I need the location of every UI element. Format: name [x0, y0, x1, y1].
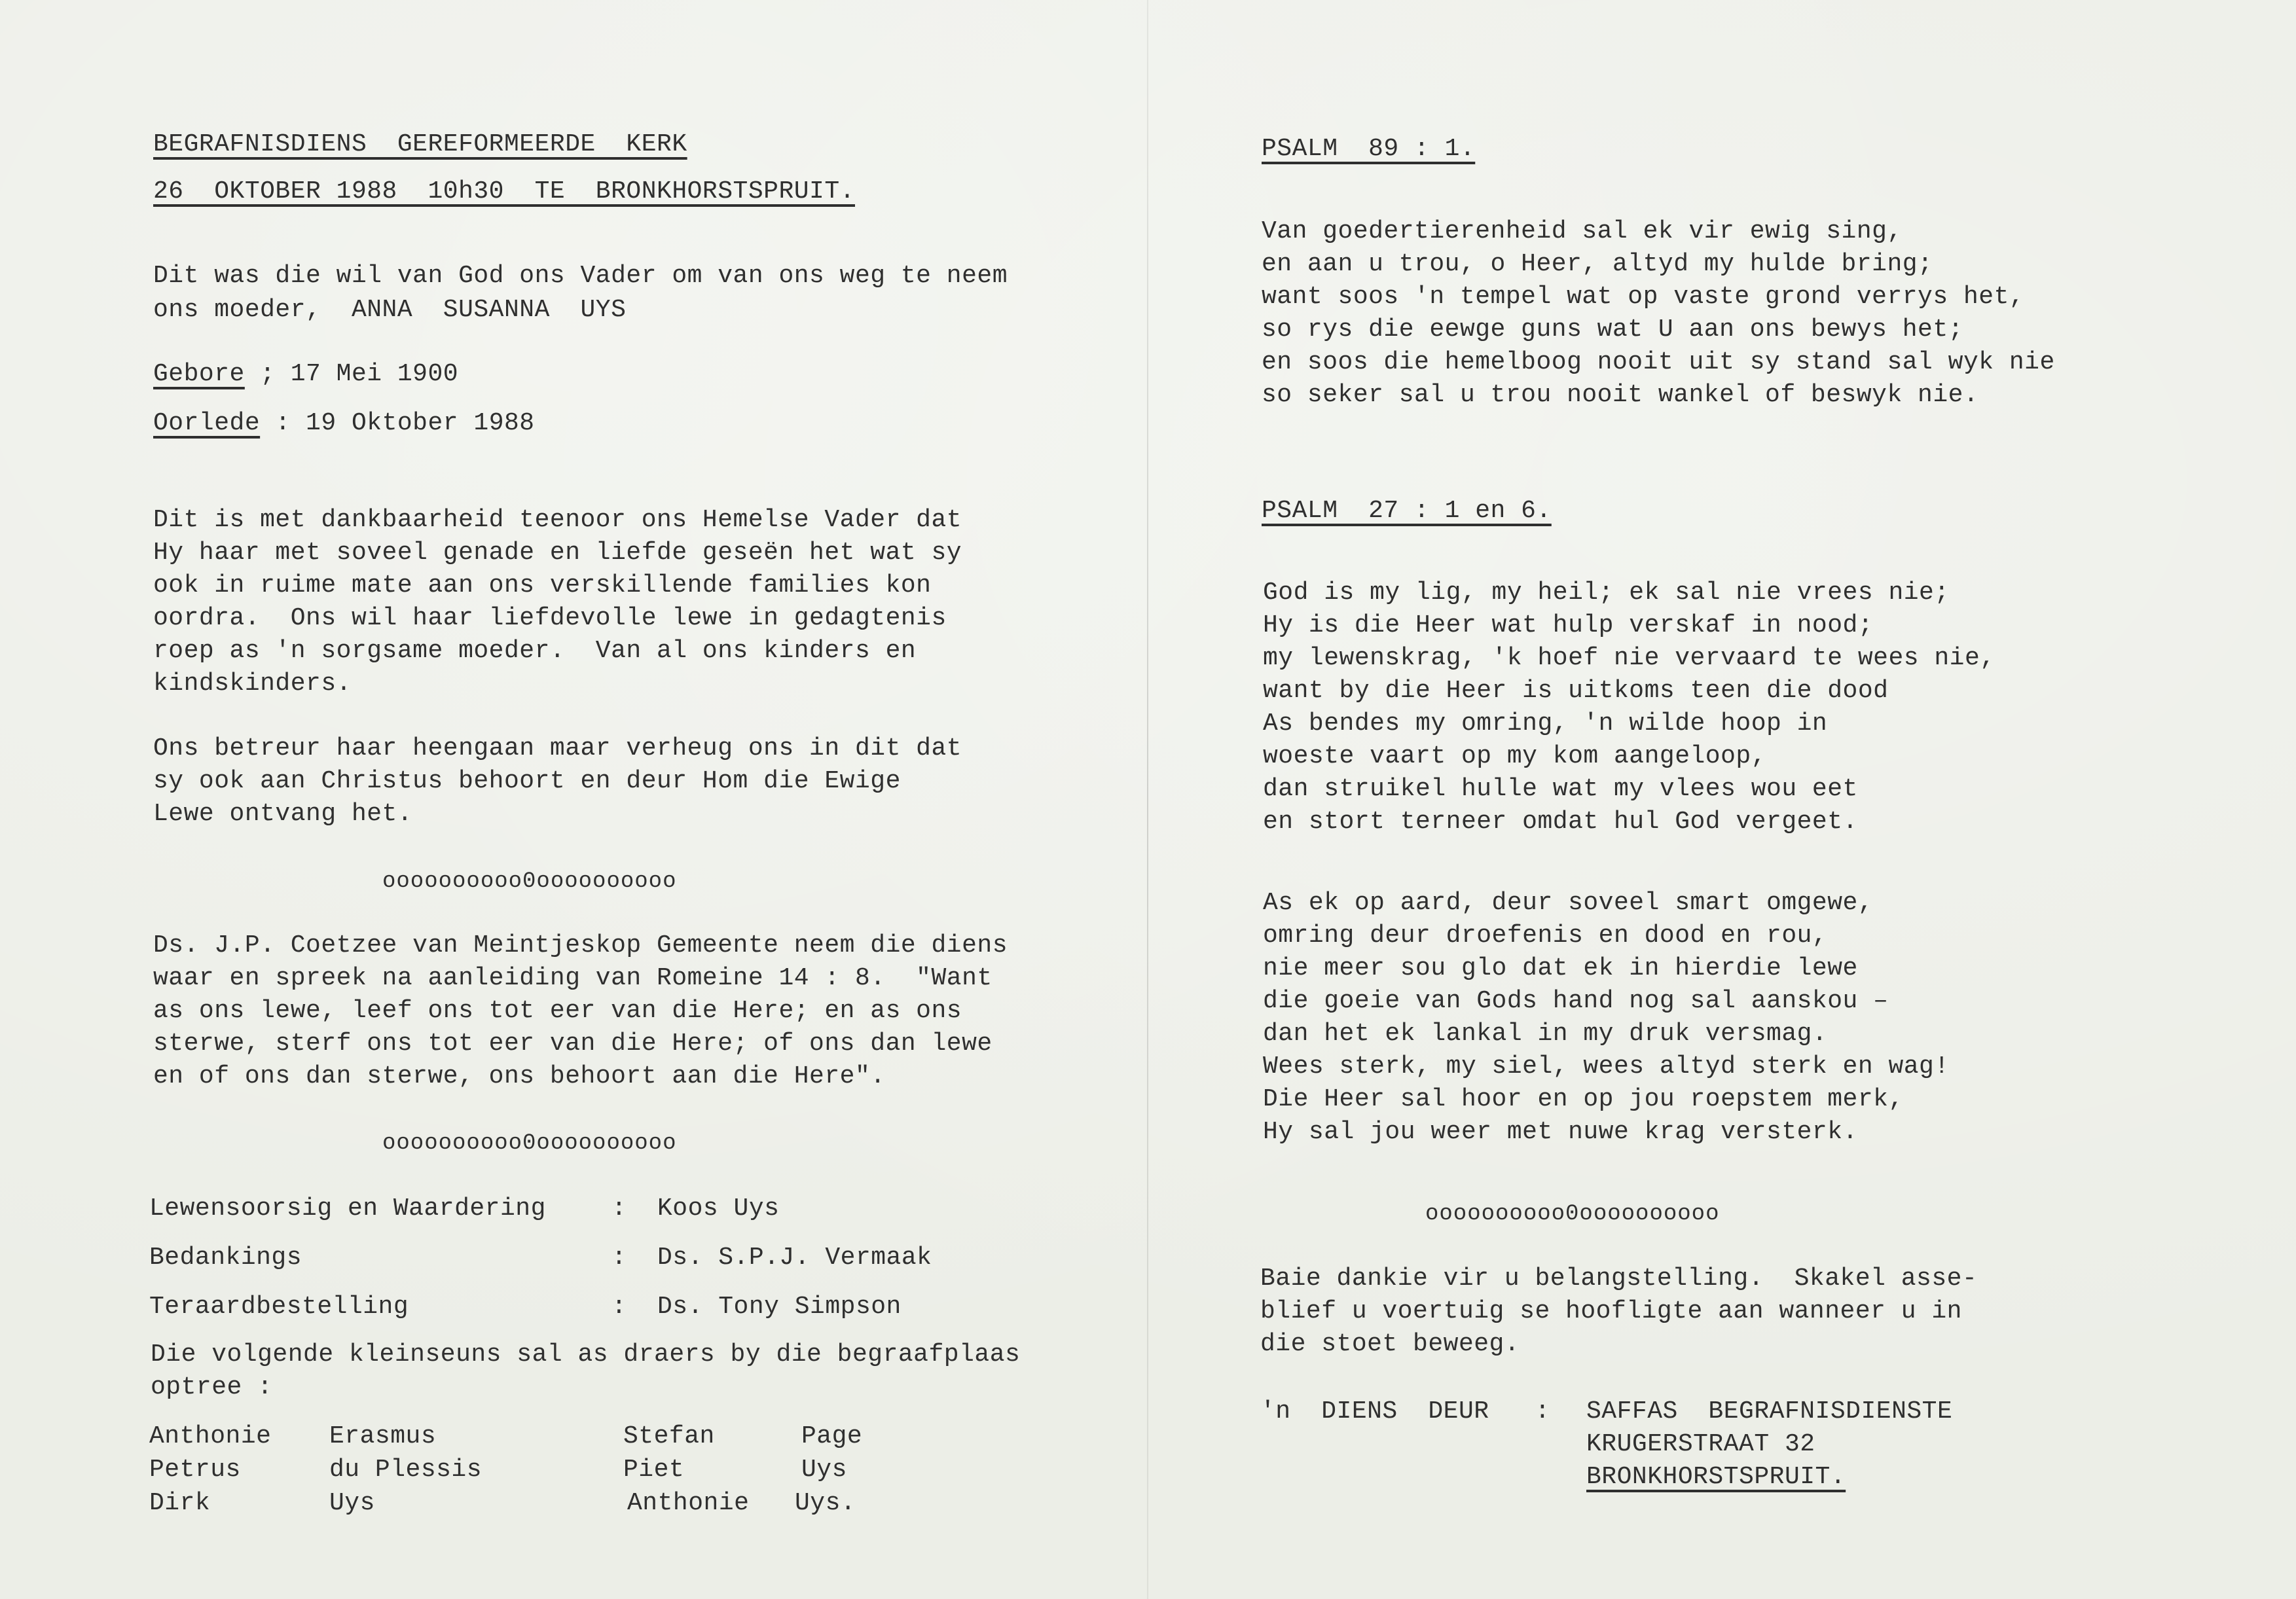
paragraph-1-line: ook in ruime mate aan ons verskillende families kon [153, 571, 932, 600]
program-item: Bedankings [149, 1244, 302, 1272]
program-person: Koos Uys [657, 1195, 780, 1223]
psalm-27-line: en stort terneer omdat hul God vergeet. [1263, 808, 1858, 836]
psalm-27-line: die goeie van Gods hand nog sal aanskou – [1263, 987, 1889, 1015]
bearer-last-name: Uys. [795, 1489, 856, 1517]
paragraph-1-line: roep as 'n sorgsame moeder. Van al ons kinders en [153, 637, 917, 665]
page-fold [1147, 0, 1148, 1599]
psalm-27-line: As bendes my omring, 'n wilde hoop in [1263, 710, 1828, 738]
paragraph-2-line: Ons betreur haar heengaan maar verheug ons in dit dat [153, 734, 962, 763]
undertaker-name: SAFFAS BEGRAFNISDIENSTE [1586, 1397, 1953, 1426]
psalm-89-line: en soos die hemelboog nooit uit sy stand sal wyk nie [1262, 348, 2055, 376]
separator: oooooooooo0oooooooooo [382, 869, 677, 894]
program-person: Ds. Tony Simpson [657, 1293, 902, 1321]
program-colon: : [611, 1195, 627, 1223]
bearer-last-name: Uys [801, 1456, 847, 1484]
paragraph-3-line: en of ons dan sterwe, ons behoort aan die Here". [153, 1062, 886, 1090]
paragraph-2-line: sy ook aan Christus behoort en deur Hom die Ewige [153, 767, 901, 795]
psalm-89-line: want soos 'n tempel wat op vaste grond verrys het, [1262, 283, 2025, 311]
thanks-line: blief u voertuig se hoofligte aan wanneer u in [1260, 1297, 1962, 1325]
bearer-first-name: Dirk [149, 1489, 211, 1517]
psalm-27-line: Wees sterk, my siel, wees altyd sterk en wag! [1263, 1052, 1950, 1081]
bearer-first-name: Anthonie [627, 1489, 750, 1517]
bearer-last-name: Erasmus [329, 1422, 437, 1450]
bearer-last-name: du Plessis [329, 1456, 483, 1484]
paragraph-1-line: Dit is met dankbaarheid teenoor ons Hemelse Vader dat [153, 506, 962, 534]
paragraph-1-line: kindskinders. [153, 670, 352, 698]
intro-line-1: Dit was die wil van God ons Vader om van ons weg te neem [153, 262, 1008, 290]
paragraph-2-line: Lewe ontvang het. [153, 800, 413, 828]
died-value: : 19 Oktober 1988 [260, 409, 535, 437]
undertaker-street: KRUGERSTRAAT 32 [1586, 1430, 1815, 1458]
psalm-27-line: woeste vaart op my kom aangeloop, [1263, 742, 1767, 770]
paragraph-1-line: oordra. Ons wil haar liefdevolle lewe in gedagtenis [153, 604, 947, 632]
paragraph-3-line: sterwe, sterf ons tot eer van die Here; of ons dan lewe [153, 1030, 993, 1058]
bearer-first-name: Piet [623, 1456, 685, 1484]
born-value: ; 17 Mei 1900 [244, 360, 459, 388]
psalm-27-line: Die Heer sal hoor en op jou roepstem merk, [1263, 1085, 1904, 1113]
program-person: Ds. S.P.J. Vermaak [657, 1244, 932, 1272]
psalm-27-line: want by die Heer is uitkoms teen die dood [1263, 677, 1889, 705]
heading-service: BEGRAFNISDIENS GEREFORMEERDE KERK [153, 130, 687, 158]
psalm-27-line: Hy sal jou weer met nuwe krag versterk. [1263, 1118, 1858, 1146]
undertaker-town: BRONKHORSTSPRUIT. [1586, 1463, 1846, 1491]
psalm-89-line: so rys die eewge guns wat U aan ons bewys het; [1262, 315, 1963, 344]
bearer-last-name: Page [801, 1422, 863, 1450]
paragraph-3-line: waar en spreek na aanleiding van Romeine 14 : 8. "Want [153, 964, 993, 992]
bearer-first-name: Anthonie [149, 1422, 272, 1450]
intro-line-2: ons moeder, ANNA SUSANNA UYS [153, 296, 627, 324]
bearers-intro-line-1: Die volgende kleinseuns sal as draers by die begraafplaas [151, 1340, 1021, 1369]
service-by-label: 'n DIENS DEUR : [1260, 1397, 1550, 1426]
psalm-27-line: As ek op aard, deur soveel smart omgewe, [1263, 889, 1874, 917]
psalm-27-line: my lewenskrag, 'k hoef nie vervaard te wees nie, [1263, 644, 1995, 672]
born-label: Gebore [153, 360, 245, 388]
psalm-27-line: nie meer sou glo dat ek in hierdie lewe [1263, 954, 1858, 982]
psalm-27-line: God is my lig, my heil; ek sal nie vrees nie; [1263, 579, 1950, 607]
paragraph-3-line: Ds. J.P. Coetzee van Meintjeskop Gemeente neem die diens [153, 931, 1008, 960]
psalm-27-line: omring deur droefenis en dood en rou, [1263, 922, 1828, 950]
separator: oooooooooo0oooooooooo [1425, 1202, 1720, 1227]
right-page [1260, 0, 2229, 1599]
psalm-27-line: Hy is die Heer wat hulp verskaf in nood; [1263, 611, 1874, 639]
bearer-first-name: Petrus [149, 1456, 241, 1484]
psalm-89-title: PSALM 89 : 1. [1262, 135, 1476, 163]
bearers-intro-line-2: optree : [151, 1373, 273, 1401]
psalm-27-title: PSALM 27 : 1 en 6. [1262, 497, 1552, 525]
died-row [153, 407, 535, 440]
program-item: Teraardbestelling [149, 1293, 409, 1321]
psalm-89-line: so seker sal u trou nooit wankel of beswyk nie. [1262, 381, 1979, 409]
psalm-27-line: dan het ek lankal in my druk versmag. [1263, 1020, 1828, 1048]
bearer-last-name: Uys [329, 1489, 375, 1517]
psalm-89-line: en aan u trou, o Heer, altyd my hulde bring; [1262, 250, 1933, 278]
bearer-first-name: Stefan [623, 1422, 715, 1450]
left-page [149, 0, 1092, 1599]
paragraph-3-line: as ons lewe, leef ons tot eer van die Here; en as ons [153, 997, 962, 1025]
separator: oooooooooo0oooooooooo [382, 1131, 677, 1156]
died-label: Oorlede [153, 409, 261, 437]
program-colon: : [611, 1293, 627, 1321]
thanks-line: die stoet beweeg. [1260, 1330, 1520, 1358]
program-item: Lewensoorsig en Waardering [149, 1195, 546, 1223]
born-row [153, 358, 458, 391]
paragraph-1-line: Hy haar met soveel genade en liefde geseën het wat sy [153, 539, 962, 567]
heading-date: 26 OKTOBER 1988 10h30 TE BRONKHORSTSPRUIT. [153, 177, 855, 206]
psalm-27-line: dan struikel hulle wat my vlees wou eet [1263, 775, 1858, 803]
thanks-line: Baie dankie vir u belangstelling. Skakel asse- [1260, 1265, 1978, 1293]
psalm-89-line: Van goedertierenheid sal ek vir ewig sing, [1262, 217, 1903, 245]
program-colon: : [611, 1244, 627, 1272]
